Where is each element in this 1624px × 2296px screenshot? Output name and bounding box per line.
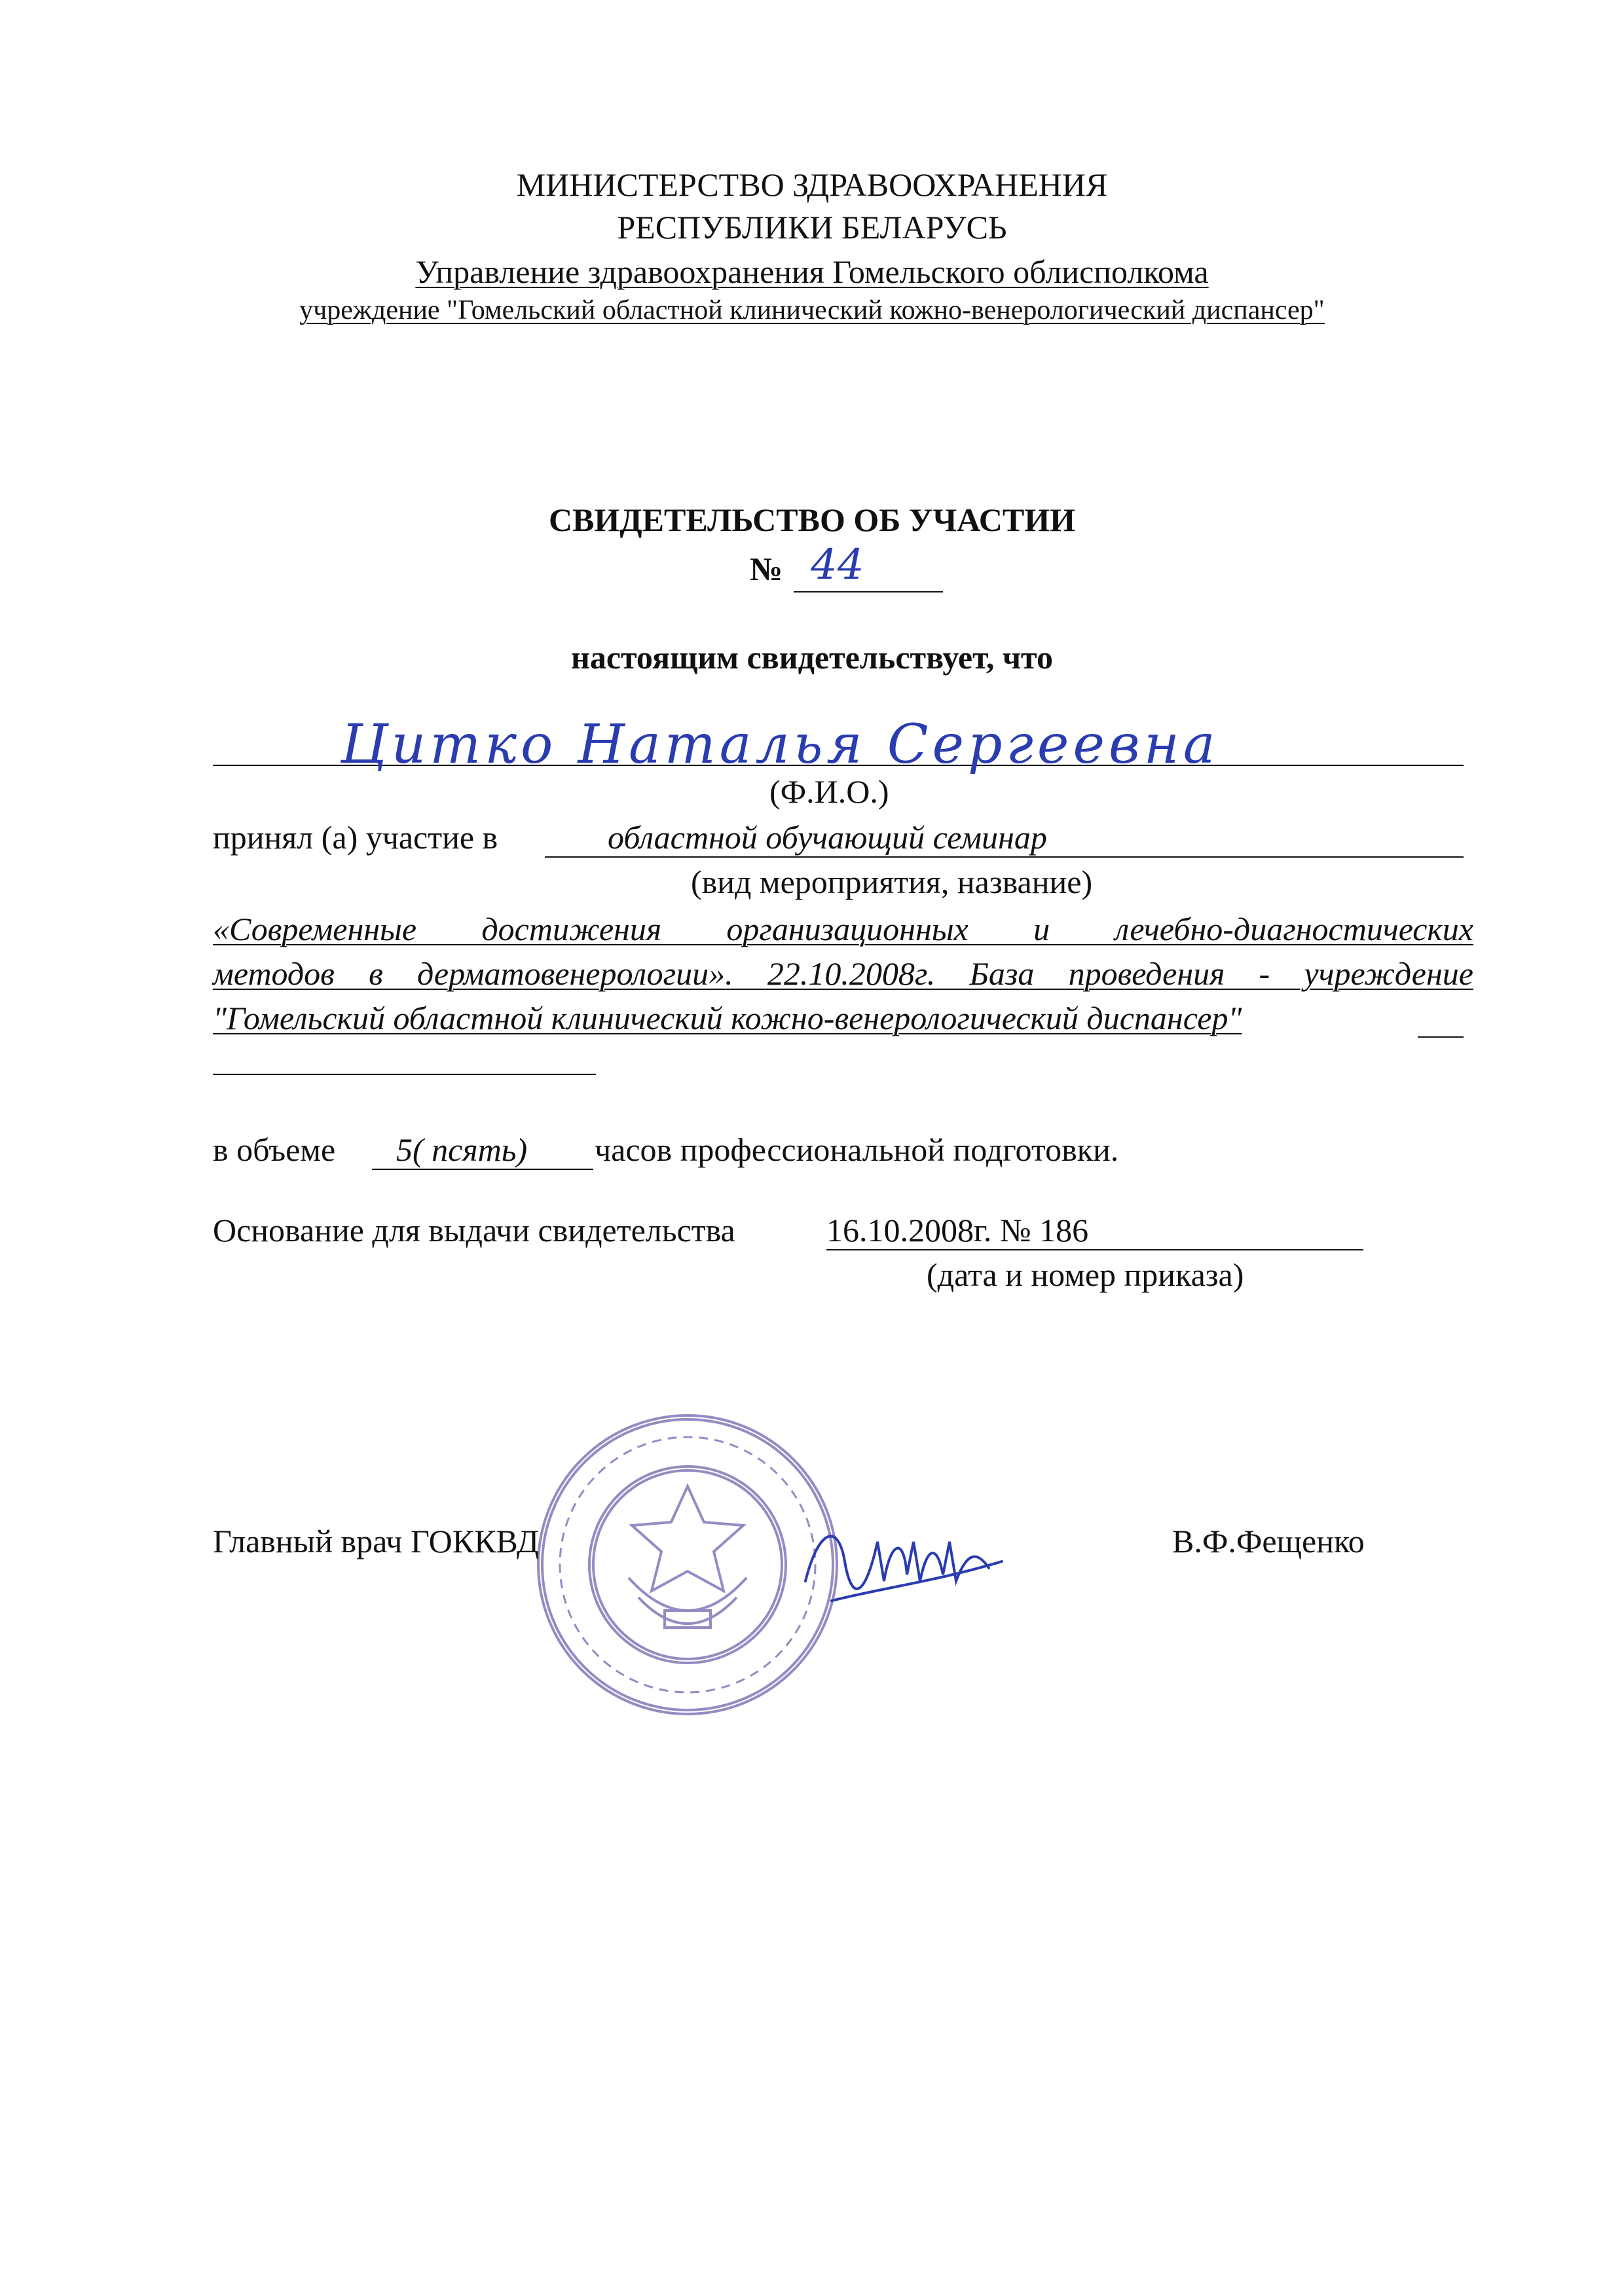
participant-name: Цитко Наталья Сергеевна [341, 714, 1219, 776]
volume-prefix: в объеме [213, 1131, 336, 1168]
volume-suffix: часов профессиональной подготовки. [595, 1131, 1119, 1168]
ministry-line-2: РЕСПУБЛИКИ БЕЛАРУСЬ [617, 209, 1007, 246]
basis-line [826, 1249, 1363, 1250]
event-line-1-text: «Современные достижения организационных и лечебно-диагностических [213, 911, 1473, 947]
department-name [0, 252, 1624, 291]
basis-label: Основание для выдачи свидетельства [213, 1212, 735, 1248]
event-type: областной обучающий семинар [608, 819, 1047, 856]
signature-icon [792, 1503, 1008, 1627]
certifies-text: настоящим свидетельствует, что [571, 639, 1053, 676]
event-description-line-1 [213, 910, 1473, 948]
basis-caption: (дата и номер приказа) [927, 1256, 1244, 1293]
certificate-number: 44 [811, 541, 864, 589]
department-text: Управление здравоохранения Гомельского облисполкома [415, 253, 1209, 290]
event-description-line-2 [213, 955, 1473, 993]
volume-hours-line [372, 1169, 593, 1170]
event-line-3-tail [1418, 1036, 1464, 1038]
event-type-line [545, 856, 1464, 858]
signatory-name: В.Ф.Фещенко [1172, 1523, 1365, 1559]
signatory-position: Главный врач ГОККВД [213, 1523, 539, 1559]
certificate-title: СВИДЕТЕЛЬСТВО ОБ УЧАСТИИ [548, 501, 1076, 538]
event-type-caption: (вид мероприятия, название) [691, 864, 1093, 900]
event-line-3-text: "Гомельский областной клинический кожно-венерологический диспансер" [213, 1000, 1242, 1036]
volume-hours: 5( псять) [396, 1131, 528, 1168]
event-label: принял (а) участие в [213, 819, 498, 856]
event-line-2-text: методов в дерматовенерологии». 22.10.2008г. База проведения - учреждение [213, 955, 1473, 992]
event-description-line-3 [213, 999, 1242, 1037]
name-caption: (Ф.И.О.) [769, 773, 889, 810]
ministry-line-1: МИНИСТЕРСТВО ЗДРАВООХРАНЕНИЯ [516, 166, 1108, 203]
basis-value: 16.10.2008г. № 186 [826, 1212, 1089, 1248]
certificate-number-line [794, 591, 943, 592]
certificate-number-label: № [750, 551, 783, 587]
institution-text: учреждение "Гомельский областной клинический кожно-венерологический диспансер" [299, 295, 1325, 325]
event-blank-line [213, 1074, 596, 1075]
institution-name [0, 295, 1624, 326]
